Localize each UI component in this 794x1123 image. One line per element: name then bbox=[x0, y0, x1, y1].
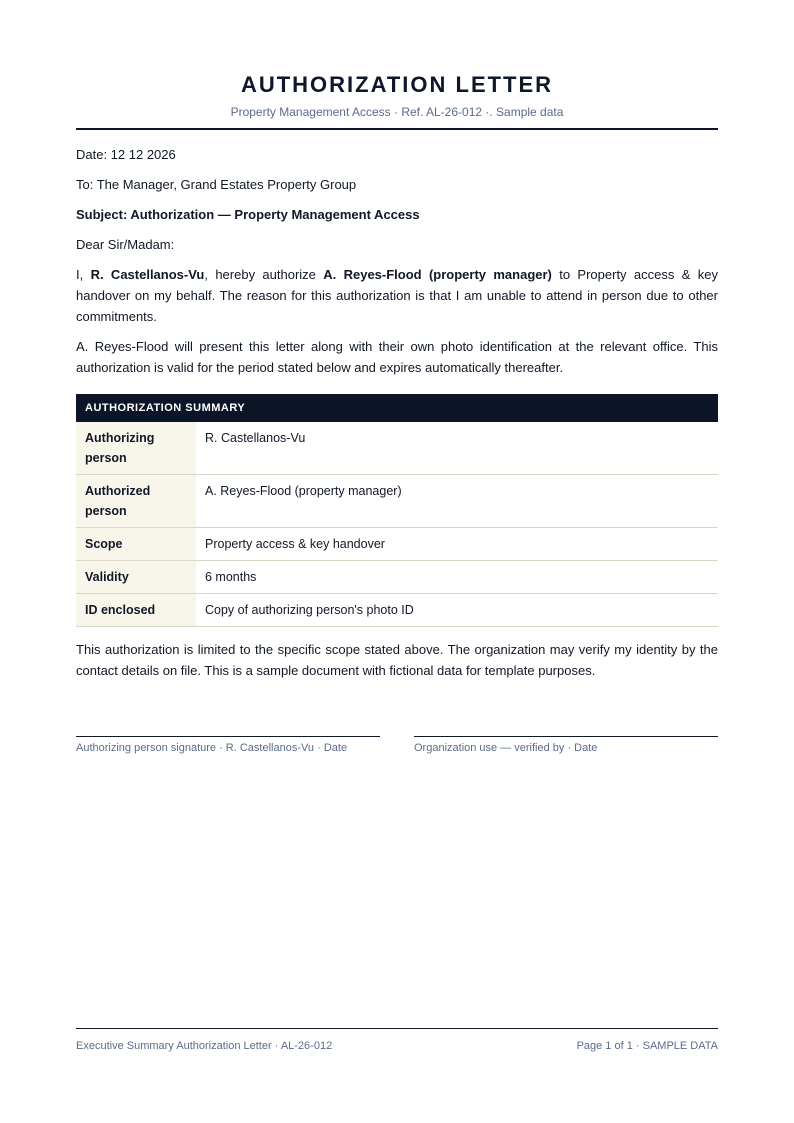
row-value: R. Castellanos-Vu bbox=[196, 422, 718, 475]
row-value: Copy of authorizing person's photo ID bbox=[196, 594, 718, 627]
authorized-name: A. Reyes-Flood (property manager) bbox=[323, 267, 552, 282]
letter-recipient: To: The Manager, Grand Estates Property Group bbox=[76, 177, 357, 192]
authorizer-name: R. Castellanos-Vu bbox=[90, 267, 205, 282]
table-row bbox=[76, 594, 718, 627]
authorization-summary-table bbox=[76, 394, 718, 627]
letter-salutation: Dear Sir/Madam: bbox=[76, 237, 175, 252]
summary-header-row bbox=[76, 394, 718, 422]
table-row bbox=[76, 528, 718, 561]
signature-label-authorizer: Authorizing person signature · R. Castellanos-Vu · Date bbox=[76, 742, 348, 754]
footer-reference: Executive Summary Authorization Letter · AL-26-012 bbox=[76, 1040, 333, 1052]
header-divider bbox=[76, 128, 718, 130]
letter-subject: Subject: Authorization — Property Management Access bbox=[76, 207, 420, 222]
p1-text-2: , hereby authorize bbox=[204, 267, 324, 282]
p1-text-1: I, bbox=[76, 267, 91, 282]
signature-label-organization: Organization use — verified by · Date bbox=[414, 742, 598, 754]
p1-text-3: to Property access & key handover on my behalf. The reason for this authorization is that I am unable to attend in person due to other commitments. bbox=[76, 267, 718, 324]
row-label: Authorizing person bbox=[76, 422, 196, 475]
footer-page-number: Page 1 of 1 · SAMPLE DATA bbox=[576, 1040, 718, 1052]
document-title: AUTHORIZATION LETTER bbox=[240, 72, 554, 97]
row-label: Authorized person bbox=[76, 475, 196, 528]
footer-divider bbox=[76, 1028, 718, 1029]
document-subtitle: Property Management Access · Ref. AL-26-012 ·. Sample data bbox=[230, 105, 564, 119]
summary-heading: AUTHORIZATION SUMMARY bbox=[76, 394, 718, 422]
row-label: Scope bbox=[76, 528, 196, 561]
paragraph-limitation: This authorization is limited to the specific scope stated above. The organization may verify my identity by the contact details on file. This is a sample document with fictional data for template purposes. bbox=[76, 642, 718, 678]
table-row bbox=[76, 475, 718, 528]
paragraph-presentation: A. Reyes-Flood will present this letter along with their own photo identification at the relevant office. This authorization is valid for the period stated below and expires automatically thereafter. bbox=[76, 339, 718, 375]
row-value: Property access & key handover bbox=[196, 528, 718, 561]
letter-date: Date: 12 12 2026 bbox=[76, 147, 176, 162]
signature-line-organization bbox=[414, 736, 718, 737]
row-label: Validity bbox=[76, 561, 196, 594]
signature-line-authorizer bbox=[76, 736, 380, 737]
row-label: ID enclosed bbox=[76, 594, 196, 627]
row-value: 6 months bbox=[196, 561, 718, 594]
table-row bbox=[76, 422, 718, 475]
table-row bbox=[76, 561, 718, 594]
paragraph-authorization bbox=[76, 264, 718, 327]
row-value: A. Reyes-Flood (property manager) bbox=[196, 475, 718, 528]
